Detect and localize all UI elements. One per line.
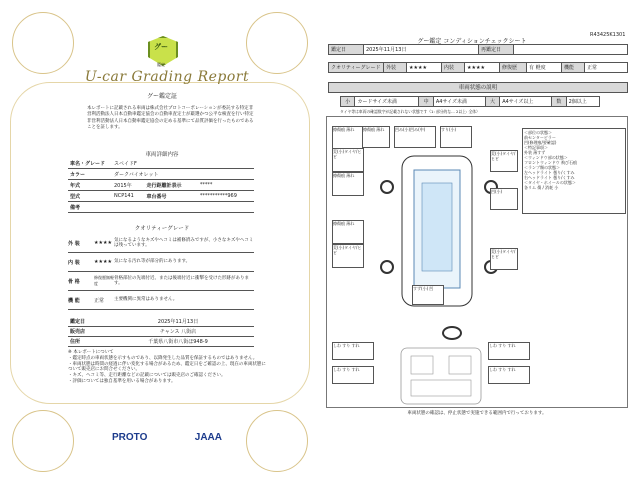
certificate [2,2,316,478]
legend-cell: A4サイズ未満 [433,97,485,107]
year-label: 年式 [68,180,112,191]
legend-cell: 中 [419,97,433,107]
logo-bar [112,427,222,447]
quality-desc: 骨格部位の先端付近、または後端付近に衝撃を受けた形跡があります。 [114,275,249,286]
quality-row [68,253,254,272]
decorative-swirl [12,410,74,472]
quality-label: クオリティーグレード [329,63,384,73]
note-line: ＜タイヤ・ホイールの状態＞ [524,180,576,185]
decorative-swirl [246,410,308,472]
quality-stars: 修復歴無軽度 [94,275,114,286]
quality-row [68,234,254,253]
label-box: しわ すり すれ [332,342,374,360]
quality-desc: 気になるようなキズやヘコミは補修済みですが、小さなキズやヘコミは残っています。 [114,237,254,248]
grade-row [328,62,628,73]
notes-title: ※ 本レポートについて [68,350,114,355]
note-line: フロントウィンドウ 飛び石痕 [524,160,578,165]
label-box: 擦傷痕 薄れ [332,126,364,150]
note-item: ・車両状態は時間の経過に伴い変化する場合があるため、鑑定日をご確認の上、現在の車両状態について販売店にお問合せください。 [68,361,266,373]
label-box: 擦傷痕 薄れ [362,126,390,148]
quality-key: 機 能 [68,297,80,304]
model-label: 型式 [68,191,112,202]
quality-stars: ★★★★ [94,240,112,246]
proto-logo: PROTO [112,431,148,443]
legend-cell: 大 [485,97,499,107]
func-value: 正常 [585,63,628,73]
document-id: R43425K1301 [590,32,626,38]
note-item: ・評価については独自基準を用いる場合があります。 [68,378,176,384]
mileage-value: ***** [198,180,254,191]
quality-key: 骨 格 [68,278,80,285]
quality-stars: ★★★★ [94,259,112,265]
note-item: ・鑑定時点の車両状態を示すものであり、以降発生した品質を保証するものではありません。 [68,355,258,361]
quality-desc: 主要機関に異常はありません。 [114,297,178,303]
name-value: スペイドF [112,158,254,169]
label-box: 荒(小)タイヤ/ヒビ [490,248,518,270]
note-line: 各リム 傷 / 消耗 小 [524,185,559,190]
label-box: しわ すり すれ [488,342,530,360]
date-value: 2025年11月13日 [364,45,479,55]
quality-desc: 気になる汚れ等が部分的にあります。 [114,259,191,265]
report-heading: U-car Grading Report [84,69,250,85]
note-line: 凹(修理痕/要確認) [524,140,557,145]
name-label: 車名・グレード [68,158,112,169]
legend-cell: 数 [552,97,566,107]
remarks-label: 備考 [68,202,112,213]
int-label: 内装 [442,63,465,73]
model-value: NCP141 [112,191,145,202]
quality-section-title: クオリティーグレード [134,226,190,232]
note-line: ＜部位の状態＞ [524,130,552,135]
note-line: ＜特記事項＞ [524,145,548,150]
quality-row [68,272,254,291]
chassis-value: ***********969 [198,191,254,202]
label-box: しわ すり すれ [488,366,530,384]
legend-cell: 2個以上 [566,97,599,107]
label-box: しわ すり すれ [332,366,374,384]
label-box: 荒(小)タイヤ/ヒビ [332,244,364,268]
vehicle-table [68,158,254,213]
steering-wheel-icon [442,326,462,340]
certificate-description: 本レポートに記載される車両は株式会社プロトコーポレーションが委託する特定非営利活動法人日本自動車鑑定協会の自動車査定士が厳選かつ公平な検査を行い特定非営利活動法人日本自動車鑑定協会の定める基準にて品質評価を行ったものであることを証します。 [87,106,254,130]
decorative-swirl [246,12,308,74]
badge-sub: 鑑定 [157,62,165,67]
chassis-label: 車台番号 [145,191,198,202]
ext-value: ★★★★ [407,63,442,73]
condition-notes-box [522,128,626,214]
legend-note: タイヤ等は車両の確認数字が記載されない状態です（1: 部分的な... 2以上: 全体） [340,109,480,114]
label-box: 凹み(小)凹み(中) [394,126,436,148]
sheet-title: グー鑑定 コンディションチェックシート [417,38,527,45]
re-label: 再鑑定日 [479,45,514,55]
repair-label: 修復歴 [500,63,527,73]
label-box: すり(小) [440,126,472,148]
legend-cell: カードサイズ未満 [355,97,419,107]
label-box: 擦傷痕 薄れ [332,172,364,196]
func-label: 機能 [562,63,585,73]
label-box: 荒(小)タイヤ/ヒビ [490,150,518,172]
note-line: 右ヘッドライト 曇り/くすみ [524,175,575,180]
int-value: ★★★★ [465,63,500,73]
repair-value: 有 軽度 [527,63,562,73]
note-line: ＜ランプ類の状態＞ [524,165,560,170]
label-box: 荒(小)タイヤ/ヒビ [332,148,364,172]
wheel-icon [380,260,394,274]
note-line: 前センターピラー [524,135,556,140]
date-value: 2025年11月13日 [102,317,254,327]
quality-key: 外 装 [68,240,80,247]
mileage-label: 走行距離計表示 [145,180,198,191]
note-item: ・キズ、ヘコミ等、走行距離などの記載については販売店のご確認ください。 [68,373,226,379]
year-value: 2015年 [112,180,145,191]
note-line: ＜ウィンドウ部の状態＞ [524,155,568,160]
date-label: 鑑定日 [329,45,364,55]
date-row [328,44,628,55]
address-value: 千葉県八街市八街ほ948-9 [102,337,254,347]
address-label: 住所 [68,337,102,347]
quality-key: 内 装 [68,259,80,266]
vehicle-section-title: 車両詳細内容 [145,152,179,158]
decorative-swirl [12,12,74,74]
label-box: 凹(小) [490,188,518,210]
quality-row [68,291,254,310]
color-label: カラー [68,169,112,180]
shop-value: チャンス 八街店 [102,327,254,337]
issue-table [68,317,254,347]
badge-text: グー [154,43,168,51]
state-section: 車両状態の説明 [328,82,628,93]
notes [68,350,268,385]
quality-list [68,234,254,310]
condition-sheet [322,30,636,470]
color-value: ダークバイオレット [112,169,254,180]
certificate-subtitle: グー鑑定証 [146,93,177,100]
legend-row [340,96,600,107]
jaaa-logo: JAAA [194,431,222,443]
shop-label: 販売店 [68,327,102,337]
date-label: 鑑定日 [68,317,102,327]
quality-stars: 正常 [94,297,105,304]
wheel-icon [380,180,394,194]
note-line: 外装 薄すず [524,150,546,155]
label-box: 擦傷痕 薄れ [332,220,364,244]
legend-cell: A4サイズ以上 [500,97,552,107]
ext-label: 外装 [384,63,407,73]
legend-cell: 小 [341,97,355,107]
interior-diagram [396,346,486,408]
sheet-footer: 車両状態の確認は、停止状態で実施できる範囲内で行っております。 [407,411,547,416]
label-box: すず(小) 凹 [412,285,444,305]
note-line: 左ヘッドライト 曇り/くすみ [524,170,575,175]
